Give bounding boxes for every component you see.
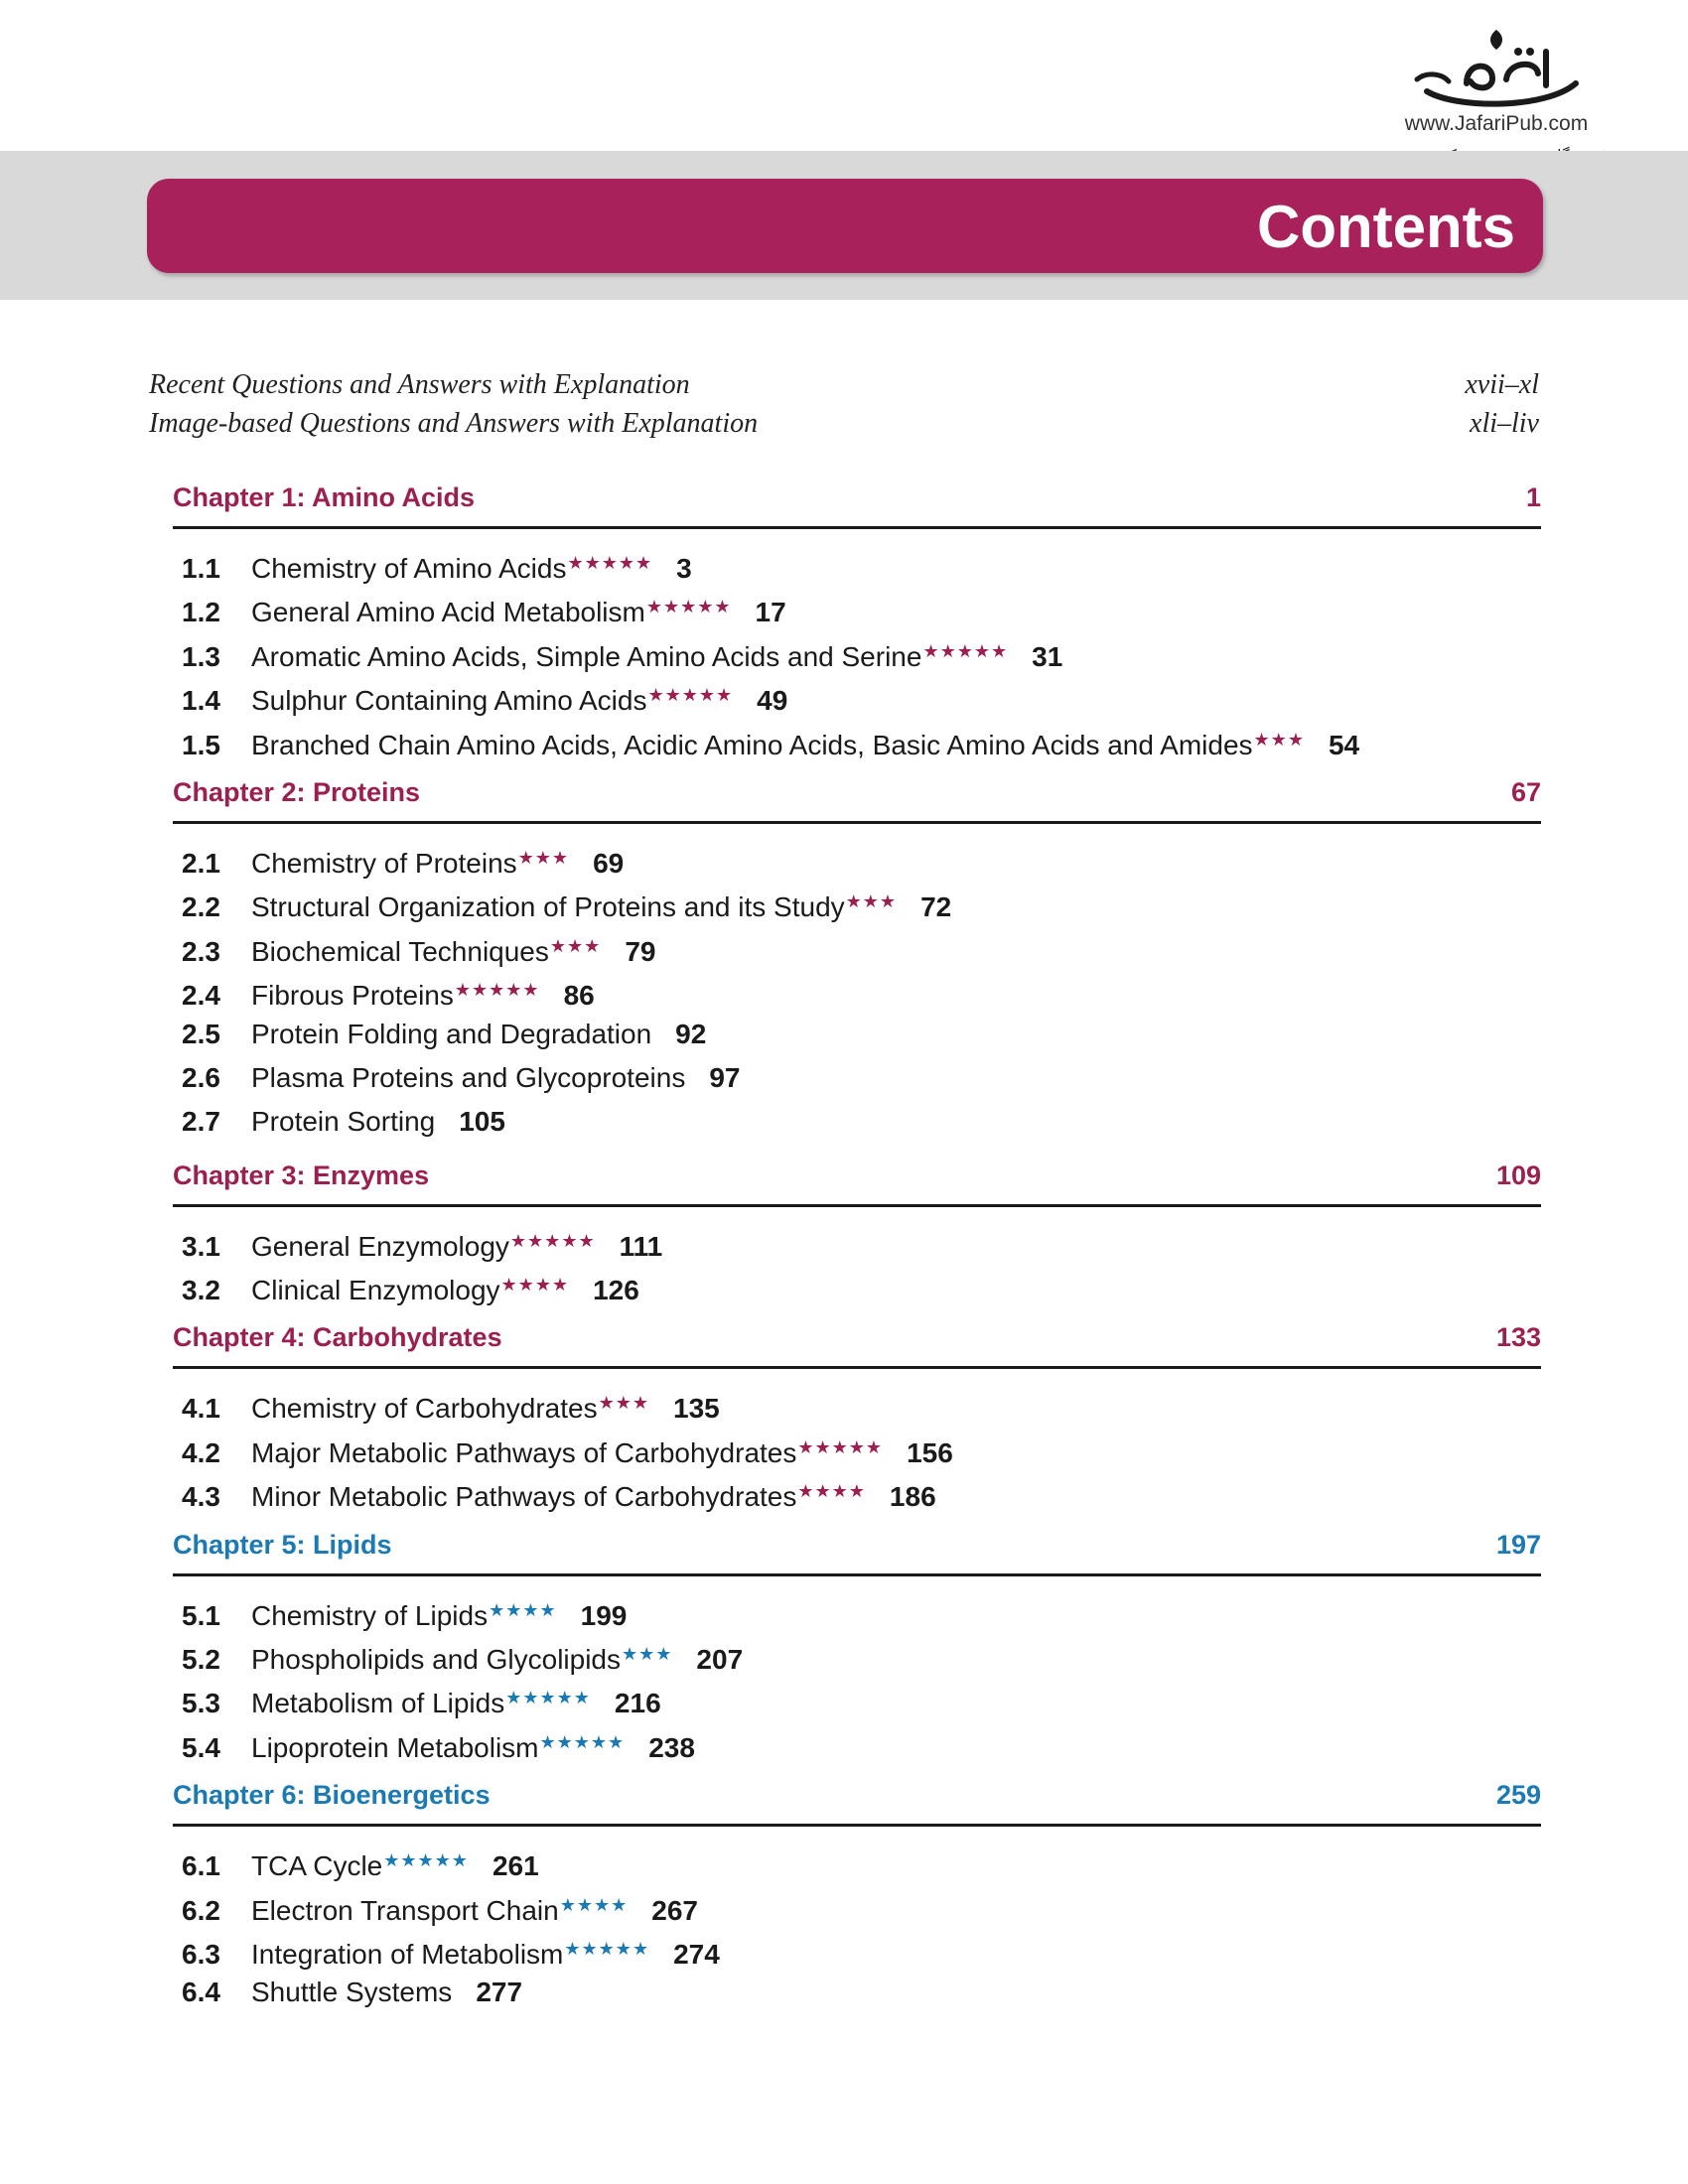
section-number: 1.2 [182, 597, 220, 628]
jafari-calligraphy-logo-icon [1397, 22, 1596, 116]
section-item[interactable] [173, 1263, 1541, 1306]
section-number: 2.3 [182, 935, 220, 967]
star-rating-icon: ★★★★★ [645, 597, 732, 617]
front-matter-pages: xvii–xl [1465, 369, 1539, 400]
star-rating-icon: ★★★★★ [383, 1850, 469, 1871]
section-title: General Amino Acid Metabolism [251, 597, 645, 628]
section-page: 3 [676, 553, 692, 584]
section-item[interactable] [173, 1839, 1541, 1882]
section-item[interactable] [173, 673, 1541, 717]
front-matter-row[interactable] [149, 369, 1539, 407]
section-number: 2.7 [182, 1106, 220, 1138]
section-number: 5.1 [182, 1599, 220, 1631]
section-page: 199 [580, 1599, 628, 1631]
chapter-title: Chapter 2: Proteins [173, 776, 421, 807]
section-title: Plasma Proteins and Glycoproteins [251, 1061, 686, 1093]
section-number: 2.5 [182, 1018, 220, 1049]
section-number: 1.4 [182, 685, 220, 717]
section-number: 5.2 [182, 1644, 220, 1676]
section-number: 1.5 [182, 729, 220, 760]
section-item[interactable] [173, 1219, 1541, 1263]
section-number: 2.6 [182, 1061, 220, 1093]
chapter-page: 133 [1495, 1322, 1541, 1353]
page-title: Contents [1257, 194, 1515, 260]
section-title: Aromatic Amino Acids, Simple Amino Acids and Serine [251, 640, 922, 672]
section-list [173, 1576, 1541, 1773]
section-page: 216 [614, 1688, 661, 1719]
chapter-title: Chapter 4: Carbohydrates [173, 1322, 502, 1353]
section-item[interactable] [173, 718, 1541, 761]
section-title: Structural Organization of Proteins and its Study [251, 891, 845, 923]
section-list [173, 1827, 1541, 2023]
chapter-page: 197 [1495, 1529, 1541, 1560]
chapter-block [173, 1314, 1541, 1521]
star-rating-icon: ★★★ [845, 891, 898, 912]
star-rating-icon: ★★★ [598, 1393, 649, 1414]
section-item[interactable] [173, 1720, 1541, 1764]
section-page: 105 [459, 1106, 505, 1138]
section-number: 1.3 [182, 640, 220, 672]
section-title: Chemistry of Lipids [251, 1599, 489, 1631]
star-rating-icon: ★★★★★ [505, 1688, 591, 1708]
section-number: 2.1 [182, 847, 220, 879]
chapter-block [173, 1522, 1541, 1773]
section-item[interactable] [173, 968, 1541, 1012]
front-matter-pages: xli–liv [1470, 408, 1539, 439]
section-page: 49 [757, 685, 788, 717]
section-number: 4.2 [182, 1436, 220, 1468]
title-bar [147, 179, 1543, 273]
section-number: 5.4 [182, 1731, 220, 1763]
section-item[interactable] [173, 924, 1541, 968]
section-title: Chemistry of Proteins [251, 847, 517, 879]
section-title: Integration of Metabolism [251, 1938, 564, 1970]
section-item[interactable] [173, 585, 1541, 628]
section-list [173, 1369, 1541, 1521]
section-page: 79 [625, 935, 656, 967]
section-title: Fibrous Proteins [251, 980, 454, 1012]
section-page: 31 [1032, 640, 1063, 672]
star-rating-icon: ★★★★★ [567, 553, 653, 573]
section-page: 186 [889, 1481, 936, 1513]
section-page: 111 [619, 1230, 663, 1262]
star-rating-icon: ★★★★★ [454, 980, 540, 1001]
star-rating-icon: ★★★★ [489, 1599, 557, 1620]
section-title: General Enzymology [251, 1230, 509, 1262]
section-title: Minor Metabolic Pathways of Carbohydrates [251, 1481, 797, 1513]
section-title: Sulphur Containing Amino Acids [251, 685, 647, 717]
section-page: 261 [492, 1850, 539, 1882]
chapter-heading[interactable] [173, 1772, 1541, 1827]
section-title: Chemistry of Carbohydrates [251, 1393, 598, 1425]
chapter-block [173, 475, 1541, 769]
section-title: Major Metabolic Pathways of Carbohydrates [251, 1436, 797, 1468]
chapter-heading[interactable] [173, 1153, 1541, 1207]
chapter-title: Chapter 6: Bioenergetics [173, 1780, 491, 1811]
section-item[interactable] [173, 1381, 1541, 1425]
star-rating-icon: ★★★ [1253, 729, 1305, 750]
section-title: Protein Sorting [251, 1106, 436, 1138]
table-of-contents [173, 475, 1541, 2023]
chapter-title: Chapter 1: Amino Acids [173, 482, 476, 512]
star-rating-icon: ★★★★ [500, 1275, 570, 1296]
section-item[interactable] [173, 1971, 1541, 2014]
section-list [173, 529, 1541, 769]
section-page: 97 [709, 1061, 741, 1093]
section-page: 277 [476, 1977, 523, 2008]
section-title: Branched Chain Amino Acids, Acidic Amino Acids, Basic Amino Acids and Amides [251, 729, 1253, 760]
section-number: 2.2 [182, 891, 220, 923]
section-item[interactable] [173, 1927, 1541, 1971]
section-title: Metabolism of Lipids [251, 1688, 505, 1719]
section-page: 92 [675, 1018, 707, 1049]
section-item[interactable] [173, 629, 1541, 673]
publisher-logo [1382, 22, 1611, 171]
section-page: 17 [755, 597, 786, 628]
star-rating-icon: ★★★★ [797, 1481, 866, 1502]
section-title: Electron Transport Chain [251, 1894, 559, 1926]
chapter-heading[interactable] [173, 475, 1541, 529]
section-page: 72 [920, 891, 952, 923]
section-item[interactable] [173, 1883, 1541, 1927]
chapter-page: 67 [1510, 776, 1541, 807]
section-item[interactable] [173, 541, 1541, 585]
section-item[interactable] [173, 1013, 1541, 1056]
star-rating-icon: ★★★ [622, 1644, 673, 1665]
star-rating-icon: ★★★★★ [539, 1731, 626, 1752]
section-list [173, 824, 1541, 1153]
star-rating-icon: ★★★★ [559, 1894, 629, 1915]
chapter-page: 109 [1495, 1160, 1541, 1190]
section-number: 3.2 [182, 1275, 220, 1306]
chapter-heading[interactable] [173, 769, 1541, 824]
section-number: 6.3 [182, 1938, 220, 1970]
chapter-title: Chapter 5: Lipids [173, 1529, 392, 1560]
section-title: Chemistry of Amino Acids [251, 553, 567, 584]
section-title: Protein Folding and Degradation [251, 1018, 652, 1049]
chapter-block [173, 1772, 1541, 2023]
star-rating-icon: ★★★★★ [797, 1436, 884, 1457]
section-number: 5.3 [182, 1688, 220, 1719]
section-number: 6.1 [182, 1850, 220, 1882]
chapter-page: 1 [1525, 482, 1541, 512]
front-matter-row[interactable] [149, 408, 1539, 446]
star-rating-icon: ★★★ [549, 935, 602, 956]
section-title: TCA Cycle [251, 1850, 383, 1882]
section-page: 238 [648, 1731, 695, 1763]
chapter-block [173, 769, 1541, 1153]
section-page: 54 [1328, 729, 1360, 760]
star-rating-icon: ★★★★★ [922, 640, 1009, 661]
section-title: Phospholipids and Glycolipids [251, 1644, 621, 1676]
chapter-block [173, 1153, 1541, 1315]
publisher-url: www.JafariPub.com [1404, 112, 1589, 135]
section-number: 6.4 [182, 1977, 220, 2008]
section-page: 69 [593, 847, 625, 879]
section-title: Lipoprotein Metabolism [251, 1731, 539, 1763]
section-page: 267 [651, 1894, 698, 1926]
section-item[interactable] [173, 1632, 1541, 1676]
star-rating-icon: ★★★★★ [564, 1938, 650, 1959]
section-item[interactable] [173, 836, 1541, 880]
chapter-heading[interactable] [173, 1522, 1541, 1576]
section-page: 207 [696, 1644, 744, 1676]
section-page: 86 [563, 980, 595, 1012]
section-item[interactable] [173, 1100, 1541, 1144]
section-number: 4.3 [182, 1481, 220, 1513]
section-page: 274 [673, 1938, 720, 1970]
section-item[interactable] [173, 1056, 1541, 1100]
section-number: 6.2 [182, 1894, 220, 1926]
section-page: 126 [593, 1275, 639, 1306]
section-title: Biochemical Techniques [251, 935, 549, 967]
section-item[interactable] [173, 1588, 1541, 1632]
section-page: 156 [907, 1436, 953, 1468]
star-rating-icon: ★★★★★ [509, 1230, 596, 1251]
chapter-page: 259 [1495, 1780, 1541, 1811]
section-number: 4.1 [182, 1393, 220, 1425]
chapter-title: Chapter 3: Enzymes [173, 1160, 430, 1190]
chapter-heading[interactable] [173, 1314, 1541, 1369]
section-list [173, 1207, 1541, 1315]
section-item[interactable] [173, 1676, 1541, 1719]
section-title: Clinical Enzymology [251, 1275, 500, 1306]
section-item[interactable] [173, 1426, 1541, 1469]
front-matter-title: Image-based Questions and Answers with Explanation [149, 408, 759, 439]
front-matter-title: Recent Questions and Answers with Explanation [149, 369, 690, 400]
section-page: 135 [673, 1393, 720, 1425]
section-item[interactable] [173, 1469, 1541, 1513]
section-title: Shuttle Systems [251, 1977, 453, 2008]
section-number: 1.1 [182, 553, 220, 584]
section-number: 2.4 [182, 980, 220, 1012]
star-rating-icon: ★★★ [517, 847, 570, 868]
section-item[interactable] [173, 880, 1541, 923]
star-rating-icon: ★★★★★ [647, 685, 734, 706]
section-number: 3.1 [182, 1230, 220, 1262]
